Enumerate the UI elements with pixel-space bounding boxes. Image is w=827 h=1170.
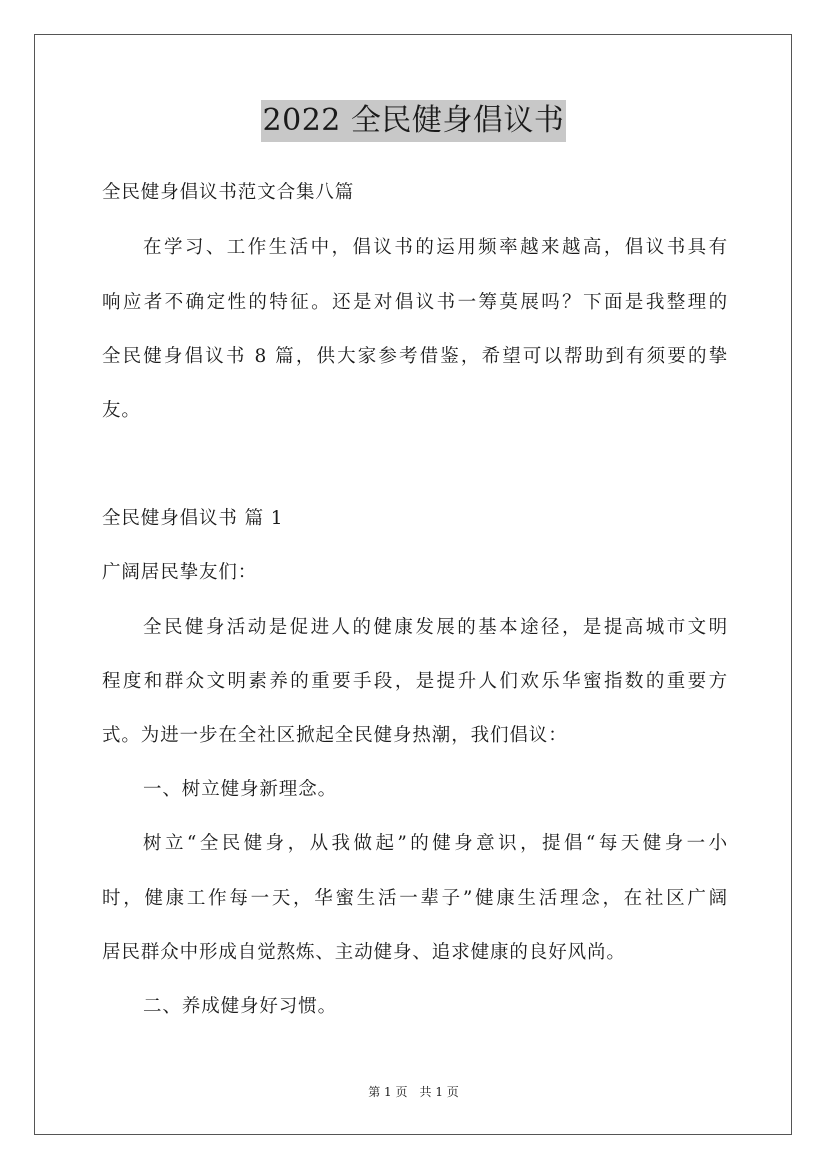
para2-line-3: 居民群众中形成自觉熬炼、主动健身、追求健康的良好风尚。 (102, 942, 626, 963)
intro-line-3: 全民健身倡议书 8 篇，供大家参考借鉴，希望可以帮助到有须要的挚 (102, 346, 728, 367)
document-subtitle: 全民健身倡议书范文合集八篇 (102, 182, 355, 203)
document-title: 2022 全民健身倡议书 (261, 100, 567, 142)
intro-line-4: 友。 (102, 400, 141, 421)
intro-line-1: 在学习、工作生活中，倡议书的运用频率越来越高，倡议书具有 (143, 237, 728, 258)
para2-line-2: 时，健康工作每一天，华蜜生活一辈子”健康生活理念，在社区广阔 (102, 888, 728, 909)
intro-line-2: 响应者不确定性的特征。还是对倡议书一筹莫展吗？下面是我整理的 (102, 292, 728, 313)
section-heading: 全民健身倡议书 篇 1 (102, 508, 284, 529)
para1-line-3: 式。为进一步在全社区掀起全民健身热潮，我们倡议： (102, 725, 568, 746)
point-1: 一、树立健身新理念。 (143, 779, 338, 800)
point-2: 二、养成健身好习惯。 (143, 996, 338, 1017)
para2-line-1: 树立“全民健身，从我做起”的健身意识，提倡“每天健身一小 (143, 833, 728, 854)
salutation: 广阔居民挚友们： (102, 562, 258, 583)
page-footer: 第 1 页 共 1 页 (368, 1085, 459, 1099)
para1-line-1: 全民健身活动是促进人的健康发展的基本途径，是提高城市文明 (143, 617, 728, 638)
title-container (0, 100, 827, 142)
para1-line-2: 程度和群众文明素养的重要手段，是提升人们欢乐华蜜指数的重要方 (102, 671, 728, 692)
